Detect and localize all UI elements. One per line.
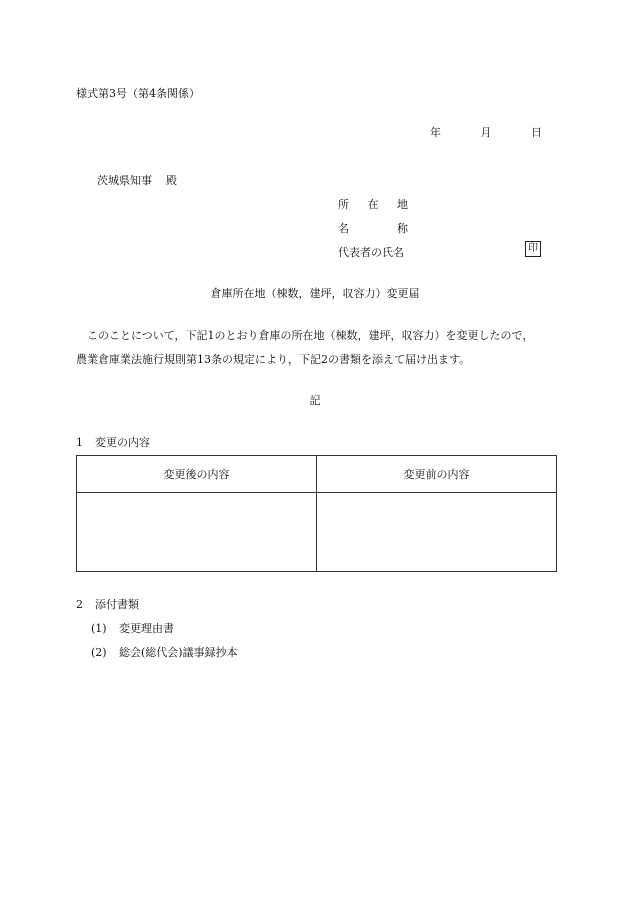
date-row	[430, 124, 542, 140]
addressee	[97, 172, 177, 188]
form-number: 様式第3号（第4条関係）	[76, 87, 200, 100]
section2-title: 添付書類	[95, 598, 139, 611]
section1-heading	[76, 434, 150, 450]
document-title: 倉庫所在地（棟数，建坪，収容力）変更届	[210, 287, 420, 300]
ki-heading: 記	[309, 394, 321, 407]
table-header-row	[77, 456, 557, 493]
addressee-name: 茨城県知事	[97, 174, 152, 187]
section2-number: 2	[76, 598, 83, 611]
applicant-name-label: 名 称	[338, 222, 408, 235]
body-line-2: 農業倉庫業法施行規則第13条の規定により，下記2の書類を添えて届け出ます。	[76, 353, 471, 366]
body-paragraph	[76, 324, 556, 372]
section2-heading	[76, 596, 139, 612]
date-day-label: 日	[531, 126, 542, 139]
applicant-address-label: 所 在 地	[338, 198, 408, 211]
header-before-change: 変更前の内容	[317, 456, 557, 493]
attachment-2-number: (2)	[91, 646, 107, 659]
attachment-1-number: (1)	[91, 622, 107, 635]
table-row	[77, 493, 557, 572]
attachment-2-text: 総会(総代会)議事録抄本	[119, 646, 238, 659]
change-content-table	[76, 455, 557, 572]
cell-after-change	[77, 493, 317, 572]
list-item	[91, 620, 174, 636]
attachment-1-text: 変更理由書	[119, 622, 174, 635]
section1-number: 1	[76, 436, 83, 449]
body-line-1: このことについて，下記1のとおり倉庫の所在地（棟数，建坪，収容力）を変更したので，	[87, 329, 534, 342]
seal-mark: 印	[525, 241, 541, 257]
addressee-honorific: 殿	[166, 174, 177, 187]
list-item	[91, 644, 238, 660]
date-month-label: 月	[480, 126, 492, 139]
header-after-change: 変更後の内容	[77, 456, 317, 493]
date-year-label: 年	[430, 126, 441, 139]
applicant-representative-label: 代表者の氏名	[338, 246, 404, 259]
section1-title: 変更の内容	[95, 436, 150, 449]
cell-before-change	[317, 493, 557, 572]
